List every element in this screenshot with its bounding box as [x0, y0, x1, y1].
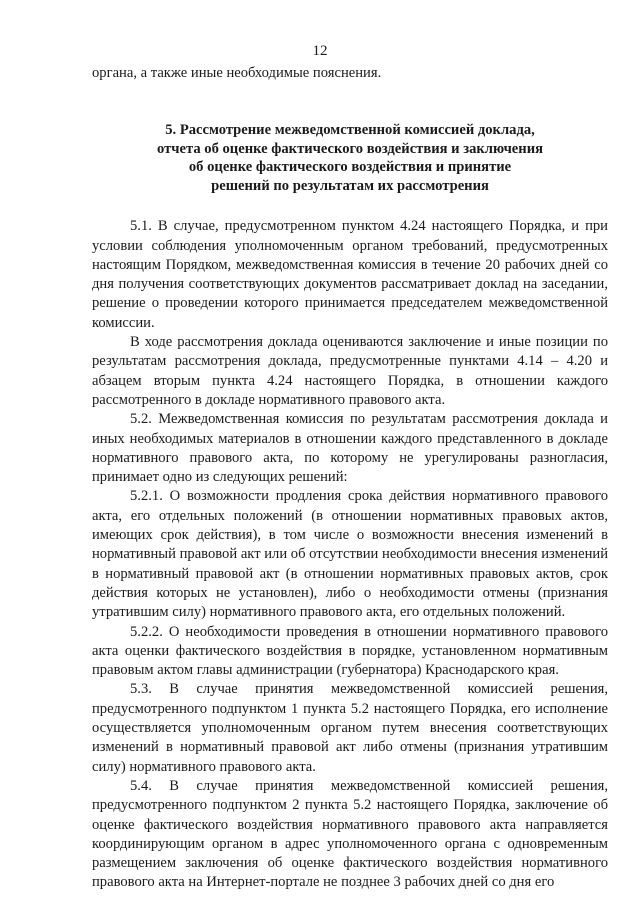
document-body — [92, 64, 608, 893]
section-title-line: отчета об оценке фактического воздействия и заключения — [157, 140, 543, 157]
paragraph-5-1: 5.1. В случае, предусмотренном пунктом 4.24 настоящего Порядка, и при условии соблюдения уполномоченным органом требований, предусмотренных настоящим Порядком, межведомственная комиссия в течение 20 рабочих дней со дня получения соответствующих документов рассматривает доклад на заседании, решение о проведении которого принимается председателем межведомственной комиссии. — [92, 218, 608, 331]
continuation-line: органа, а также иные необходимые пояснения. — [92, 65, 382, 81]
paragraph-5-2: 5.2. Межведомственная комиссия по результатам рассмотрения доклада и иных необходимых материалов в отношении каждого представленного в докладе нормативного правового акта, по которому не урегулированы разногласия, принимает одно из следующих решений: — [92, 411, 608, 486]
section-title — [92, 121, 608, 195]
paragraph-5-2-2: 5.2.2. О необходимости проведения в отношении нормативного правового акта оценки фактического воздействия в порядке, установленном нормативным правовым актом главы администрации (губернатора) Краснодарского края. — [92, 623, 608, 679]
page-number: 12 — [312, 43, 328, 59]
paragraph-5-2-1: 5.2.1. О возможности продления срока действия нормативного правового акта, его отдельных положений (в отношении нормативных правовых актов, имеющих срок действия), в том числе о возможности внесения изменений в нормативный правовой акт или об отсутствии необходимости внесения изменений в нормативный правовой акт (в отношении нормативных правовых актов, срок действия которых не установлен), либо о необходимости отмены (признания утратившим силу) нормативного правового акта, его отдельных положений. — [92, 488, 608, 621]
section-title-line: об оценке фактического воздействия и принятие — [188, 159, 512, 176]
paragraph-5-1-review: В ходе рассмотрения доклада оцениваются заключение и иные позиции по результатам рассмотрения доклада, предусмотренные пунктами 4.14 – 4.20 и абзацем вторым пункта 4.24 настоящего Порядка, в отношении каждого рассмотренного в докладе нормативного правового акта. — [92, 334, 608, 408]
paragraph-5-3: 5.3. В случае принятия межведомственной комиссией решения, предусмотренного подпунктом 1 пункта 5.2 настоящего Порядка, его исполнение осуществляется уполномоченным органом путем внесения соответствующих изменений в нормативный правовой акт либо отмены (признания утратившим силу) нормативного правового акта. — [92, 681, 608, 775]
section-title-line: решений по результатам их рассмотрения — [211, 177, 489, 194]
paragraph-5-4: 5.4. В случае принятия межведомственной комиссией решения, предусмотренного подпунктом 2 пункта 5.2 настоящего Порядка, заключение об оценке фактического воздействия нормативного правового акта направляется координирующим органом в адрес уполномоченного органа с одновременным размещением заключения об оценке фактического воздействия нормативного правового акта на Интернет-портале не позднее 3 рабочих дней со дня его — [92, 777, 608, 891]
section-title-line: 5. Рассмотрение межведомственной комиссией доклада, — [165, 122, 535, 139]
